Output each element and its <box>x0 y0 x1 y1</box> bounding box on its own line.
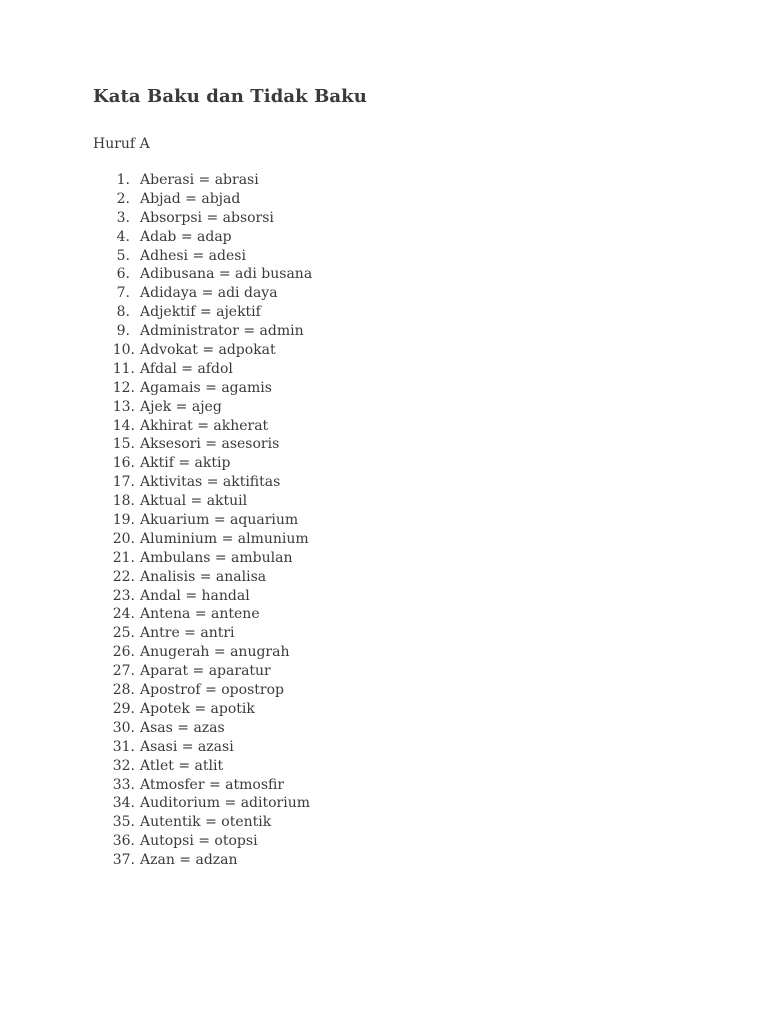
list-item-text: Administrator = admin <box>140 323 304 340</box>
list-item-number: 25. <box>112 625 135 642</box>
list-item-number: 33. <box>112 776 135 793</box>
list-item-number: 2. <box>116 190 130 207</box>
list-item-text: Aparat = aparatur <box>140 663 271 680</box>
list-item-text: Aksesori = asesoris <box>140 436 280 453</box>
list-item-text: Aberasi = abrasi <box>140 172 259 188</box>
list-item-text: Adibusana = adi busana <box>140 266 313 283</box>
list-item-text: Adab = adap <box>140 228 232 245</box>
list-item-number: 20. <box>112 530 135 547</box>
list-item-number: 8. <box>116 304 130 321</box>
list-item-text: Agamais = agamis <box>140 379 272 396</box>
list-item-text: Auditorium = aditorium <box>140 795 311 812</box>
list-item-number: 16. <box>112 455 135 472</box>
list-item-number: 19. <box>112 512 135 529</box>
list-item-number: 6. <box>116 266 130 283</box>
list-item-number: 7. <box>116 285 130 302</box>
section-heading: Huruf A <box>93 136 150 152</box>
list-item-text: Andal = handal <box>140 587 250 604</box>
list-item-text: Aluminium = almunium <box>140 530 309 547</box>
list-item-text: Adjektif = ajektif <box>140 304 261 321</box>
list-item-number: 12. <box>112 379 135 396</box>
list-item-number: 26. <box>112 644 135 661</box>
list-item-number: 18. <box>112 493 135 510</box>
list-item-number: 17. <box>112 474 135 491</box>
list-item-text: Aktif = aktip <box>140 455 231 472</box>
list-item-number: 27. <box>112 663 135 680</box>
list-item-text: Apostrof = opostrop <box>140 682 284 699</box>
list-item-text: Atmosfer = atmosfir <box>140 776 285 793</box>
list-item-text: Ambulans = ambulan <box>140 549 293 566</box>
list-item-number: 30. <box>112 719 135 736</box>
list-item-text: Advokat = adpokat <box>140 342 276 359</box>
list-item-number: 3. <box>116 209 130 226</box>
list-item-number: 11. <box>112 360 135 377</box>
list-item-number: 4. <box>116 228 130 245</box>
list-item-text: Anugerah = anugrah <box>140 644 290 661</box>
list-item-text: Aktivitas = aktifitas <box>140 474 281 491</box>
list-item-text: Asasi = azasi <box>140 738 234 755</box>
list-item-number: 21. <box>112 549 135 566</box>
list-item-text: Analisis = analisa <box>140 568 267 585</box>
list-item-number: 35. <box>112 814 135 831</box>
list-item-text: Akuarium = aquarium <box>140 512 299 529</box>
list-item-number: 1. <box>116 172 130 188</box>
list-item-number: 34. <box>112 795 135 812</box>
list-item-number: 31. <box>112 738 135 755</box>
list-item-text: Autentik = otentik <box>140 814 272 831</box>
list-item-number: 24. <box>112 606 135 623</box>
list-item-number: 22. <box>112 568 135 585</box>
list-item-number: 36. <box>112 833 135 850</box>
list-item-text: Adhesi = adesi <box>140 247 246 264</box>
list-item-number: 28. <box>112 682 135 699</box>
list-item-number: 5. <box>116 247 130 264</box>
list-item-number: 23. <box>112 587 135 604</box>
list-item-number: 10. <box>112 342 135 359</box>
list-item-number: 32. <box>112 757 135 774</box>
list-item-text: Antre = antri <box>140 625 235 642</box>
list-item-text: Ajek = ajeg <box>140 398 222 415</box>
list-item-number: 14. <box>112 417 135 434</box>
list-item-text: Autopsi = otopsi <box>140 833 258 850</box>
page-title: Kata Baku dan Tidak Baku <box>93 86 367 107</box>
list-item-text: Abjad = abjad <box>140 190 241 207</box>
list-item-number: 29. <box>112 700 135 717</box>
list-item-number: 9. <box>116 323 130 340</box>
list-item-text: Azan = adzan <box>140 852 238 869</box>
list-item-text: Absorpsi = absorsi <box>140 209 274 226</box>
list-item-text: Adidaya = adi daya <box>140 285 278 302</box>
list-item-text: Akhirat = akherat <box>140 417 269 434</box>
list-item-text: Antena = antene <box>140 606 260 623</box>
list-item-text: Asas = azas <box>140 719 225 736</box>
list-item-text: Apotek = apotik <box>140 700 255 717</box>
list-item-number: 13. <box>112 398 135 415</box>
list-item-number: 37. <box>112 852 135 869</box>
list-item-text: Atlet = atlit <box>140 757 224 774</box>
list-item-text: Afdal = afdol <box>140 360 233 377</box>
list-item-number: 15. <box>112 436 135 453</box>
list-item-text: Aktual = aktuil <box>140 493 248 510</box>
